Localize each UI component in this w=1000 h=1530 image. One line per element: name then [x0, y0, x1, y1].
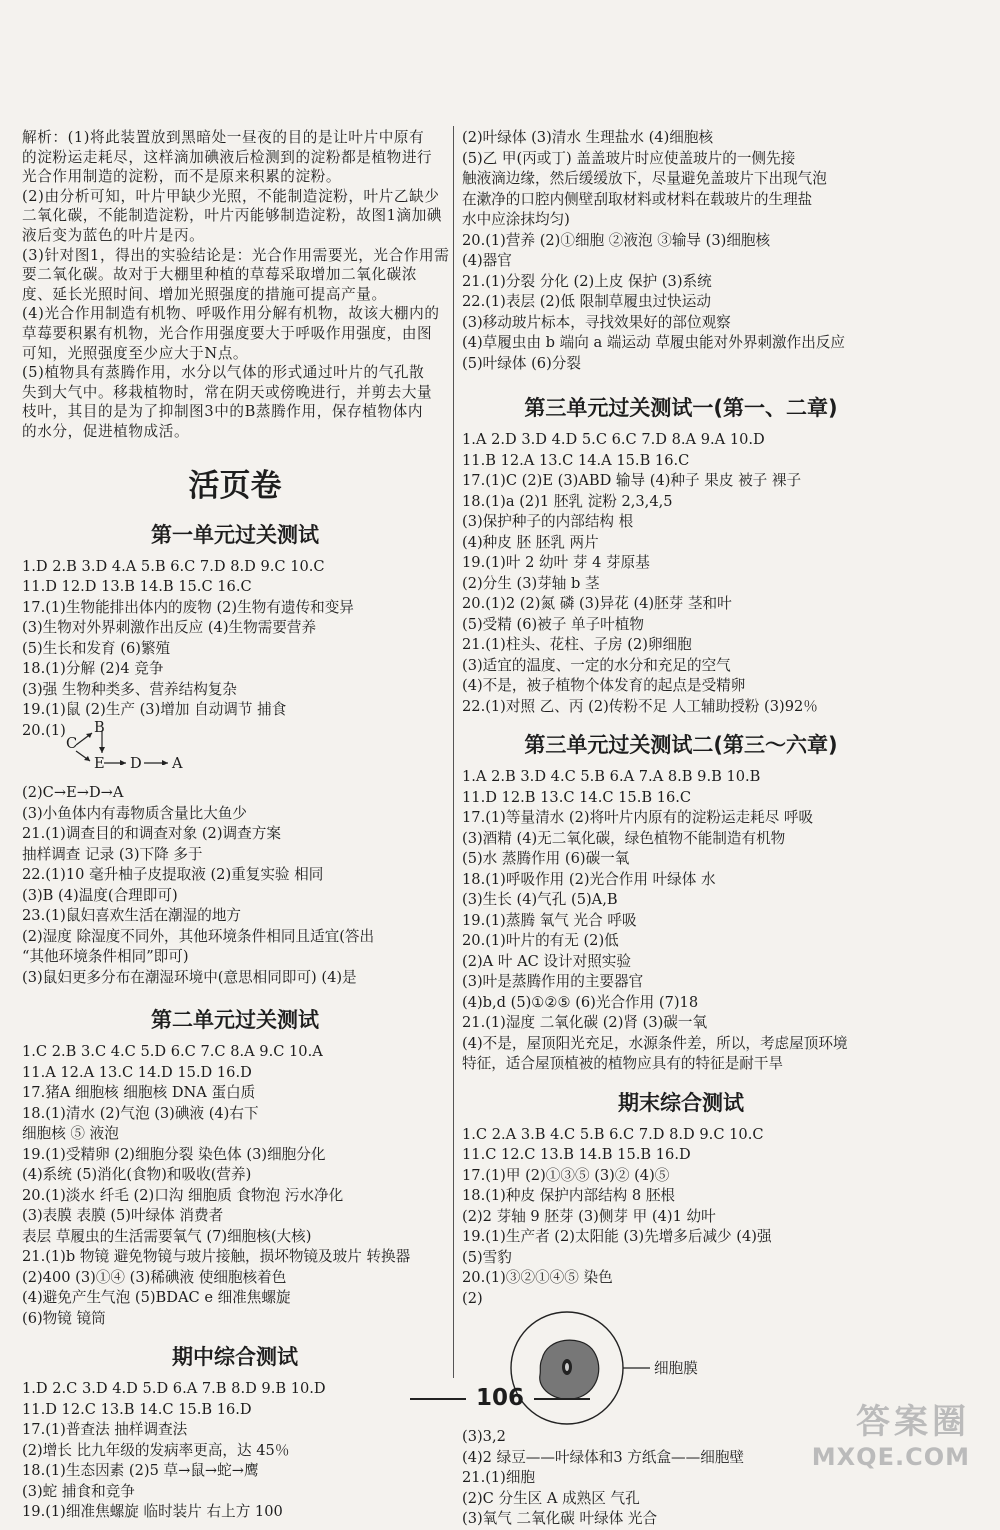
text-line: (4)光合作用制造有机物、呼吸作用分解有机物，故该大棚内的 [22, 305, 440, 323]
text-line: 20.(1)淡水 纤毛 (2)口沟 细胞质 食物泡 污水净化 [22, 1186, 344, 1204]
text-line: 度、延长光照时间、增加光照强度的措施可提高产量。 [22, 285, 387, 303]
text-line: (2)由分析可知，叶片甲缺少光照，不能制造淀粉，叶片乙缺少 [22, 187, 440, 205]
text-line: (4)不是，被子植物个体发育的起点是受精卵 [462, 677, 746, 694]
text-line: (5)生长和发育 (6)繁殖 [22, 639, 171, 657]
midterm-title: 期中综合测试 [172, 1345, 298, 1369]
text-line: (2)分生 (3)芽轴 b 茎 [462, 574, 600, 592]
text-line: 17.(1)甲 (2)①③⑤ (3)② (4)⑤ [462, 1166, 670, 1184]
text-line: (4)2 绿豆——叶绿体和3 方纸盒——细胞壁 [462, 1448, 745, 1466]
text-line: (5)受精 (6)被子 单子叶植物 [462, 615, 644, 633]
text-line: 17.(1)生物能排出体内的废物 (2)生物有遗传和变异 [22, 598, 354, 616]
text-line: 17.(1)普查法 抽样调查法 [22, 1421, 188, 1438]
watermark-en: MXQE.COM [811, 1443, 970, 1471]
node-e: E [94, 755, 105, 772]
text-line: (3)针对图1，得出的实验结论是：光合作用需要光，光合作用需 [22, 246, 450, 264]
text-line: 19.(1)细准焦螺旋 临时装片 右上方 100 [22, 1503, 283, 1520]
text-line: 20.(1)营养 (2)①细胞 ②液泡 ③输导 (3)细胞核 [462, 231, 771, 249]
text-line: (2)400 (3)①④ (3)稀碘液 使细胞核着色 [22, 1268, 287, 1286]
page-number: 106 [475, 1385, 524, 1411]
text-line: 抽样调查 记录 (3)下降 多于 [22, 845, 203, 863]
text-line: (3)适宜的温度、一定的水分和充足的空气 [462, 656, 731, 674]
text-line: 21.(1)柱头、花柱、子房 (2)卵细胞 [462, 636, 692, 653]
final-title: 期末综合测试 [618, 1090, 744, 1115]
text-line: (5)乙 甲(丙或丁) 盖盖玻片时应使盖玻片的一侧先接 [462, 149, 796, 167]
text-line: 可知，光照强度至少应大于N点。 [22, 344, 249, 362]
unit3a-answers [462, 430, 900, 717]
unit3b-answers [462, 767, 900, 1075]
text-line: 21.(1)调查目的和调查对象 (2)调查方案 [22, 825, 281, 842]
cell-membrane-label: 细胞膜 [654, 1360, 698, 1377]
text-line: (5)雪豹 [462, 1248, 512, 1266]
text-line: 的淀粉运走耗尽，这样滴加碘液后检测到的淀粉都是植物进行 [22, 148, 433, 166]
text-line: 20.(1) [22, 721, 66, 739]
text-line: “其他环境条件相同”即可) [22, 948, 189, 965]
text-line: 要二氧化碳。故对于大棚里种植的草莓采取增加二氧化碳浓 [22, 266, 418, 284]
text-line: 光合作用制造的淀粉，而不是原来积累的淀粉。 [22, 168, 342, 186]
text-line: 18.(1)生态因素 (2)5 草→鼠→蛇→鹰 [22, 1462, 259, 1479]
main-title: 活页卷 [188, 467, 282, 504]
column-divider [453, 126, 454, 1378]
unit2-answers [22, 1042, 448, 1329]
node-a: A [172, 755, 183, 772]
right-column [462, 128, 900, 1530]
unit2-title: 第二单元过关测试 [151, 1008, 319, 1032]
text-line: (2)叶绿体 (3)清水 生理盐水 (4)细胞核 [462, 129, 714, 146]
text-line: (3)蛇 捕食和竞争 [22, 1482, 135, 1500]
text-line: 11.D 12.C 13.B 14.C 15.B 16.D [22, 1400, 252, 1418]
text-line: (4)b,d (5)①②⑤ (6)光合作用 (7)18 [462, 993, 699, 1011]
continued-answers [462, 128, 900, 374]
text-line: 22.(1)表层 (2)低 限制草履虫过快运动 [462, 293, 711, 310]
text-line: (5)水 蒸腾作用 (6)碳一氧 [462, 850, 630, 867]
text-line: 表层 草履虫的生活需要氧气 (7)细胞核(大核) [22, 1227, 312, 1245]
text-line: (4)草履虫由 b 端向 a 端运动 草履虫能对外界刺激作出反应 [462, 334, 845, 351]
text-line: 19.(1)生产者 (2)太阳能 (3)先增多后减少 (4)强 [462, 1228, 772, 1245]
watermark [811, 1402, 970, 1471]
text-line: (2)A 叶 AC 设计对照实验 [462, 952, 631, 970]
text-line: 23.(1)鼠妇喜欢生活在潮湿的地方 [22, 907, 242, 924]
text-line: 21.(1)细胞 [462, 1469, 536, 1486]
text-line: (3)酒精 (4)无二氧化碳，绿色植物不能制造有机物 [462, 829, 786, 847]
text-line: 触液滴边缘，然后缓缓放下，尽量避免盖玻片下出现气泡 [462, 170, 827, 187]
text-line: 11.C 12.C 13.B 14.B 15.B 16.D [462, 1146, 691, 1163]
text-line: (2) [462, 1289, 483, 1307]
text-line: 1.A 2.B 3.D 4.C 5.B 6.A 7.A 8.B 9.B 10.B [462, 768, 761, 785]
node-b: B [94, 719, 105, 736]
text-line: (4)不是，屋顶阳光充足，水源条件差，所以，考虑屋顶环境 [462, 1034, 848, 1052]
text-line: (3)鼠妇更多分布在潮湿环境中(意思相同即可) (4)是 [22, 968, 357, 986]
text-line: (5)植物具有蒸腾作用，水分以气体的形式通过叶片的气孔散 [22, 364, 425, 382]
text-line: 20.(1)③②①④⑤ 染色 [462, 1269, 613, 1286]
text-line: 的水分，促进植物成活。 [22, 422, 190, 440]
text-line: (5)叶绿体 (6)分裂 [462, 354, 581, 372]
text-line: 22.(1)对照 乙、丙 (2)传粉不足 人工辅助授粉 (3)92％ [462, 697, 818, 715]
text-line: 20.(1)2 (2)氮 磷 (3)异花 (4)胚芽 茎和叶 [462, 595, 732, 612]
text-line: 19.(1)鼠 (2)生产 (3)增加 自动调节 捕食 [22, 701, 287, 718]
text-line: 19.(1)叶 2 幼叶 芽 4 芽原基 [462, 554, 650, 571]
text-line: (4)避免产生气泡 (5)BDAC e 细准焦螺旋 [22, 1289, 291, 1306]
text-line: (3)保护种子的内部结构 根 [462, 513, 634, 530]
text-line: 18.(1)呼吸作用 (2)光合作用 叶绿体 水 [462, 870, 716, 888]
text-line: (3)氧气 二氧化碳 叶绿体 光合 [462, 1510, 658, 1527]
text-line: (3)移动玻片标本，寻找效果好的部位观察 [462, 313, 731, 331]
text-line: (2)湿度 除湿度不同外，其他环境条件相同且适宜(答出 [22, 927, 375, 945]
unit1-title: 第一单元过关测试 [151, 522, 319, 547]
text-line: (3)生物对外界刺激作出反应 (4)生物需要营养 [22, 619, 317, 636]
text-line: 在漱净的口腔内侧壁刮取材料或材料在载玻片的生理盐 [462, 190, 813, 208]
text-line: 失到大气中。移栽植物时，常在阴天或傍晚进行，并剪去大量 [22, 383, 433, 401]
text-line: (6)物镜 镜筒 [22, 1309, 106, 1327]
text-line: (3)3,2 [462, 1428, 506, 1445]
text-line: 二氧化碳，不能制造淀粉，叶片丙能够制造淀粉，故图1滴加碘 [22, 207, 443, 225]
text-line: (2)C→E→D→A [22, 784, 124, 801]
unit1-answers-cont [22, 783, 448, 988]
text-line: 水中应涂抹均匀) [462, 211, 570, 228]
text-line: 18.(1)种皮 保护内部结构 8 胚根 [462, 1187, 676, 1204]
text-line: 1.D 2.C 3.D 4.D 5.D 6.A 7.B 8.D 9.B 10.D [22, 1380, 326, 1397]
watermark-cn: 答案圈 [856, 1402, 970, 1442]
text-line: 21.(1)b 物镜 避免物镜与玻片接触，损坏物镜及玻片 转换器 [22, 1248, 411, 1265]
text-line: 11.B 12.A 13.C 14.A 15.B 16.C [462, 451, 690, 469]
text-line: (3)B (4)温度(合理即可) [22, 886, 178, 904]
text-line: 1.D 2.B 3.D 4.A 5.B 6.C 7.D 8.D 9.C 10.C [22, 557, 325, 575]
text-line: (4)器官 [462, 252, 512, 269]
text-line: 1.C 2.A 3.B 4.C 5.B 6.C 7.D 8.D 9.C 10.C [462, 1125, 764, 1143]
text-line: (2)2 芽轴 9 胚芽 (3)侧芽 甲 (4)1 幼叶 [462, 1207, 716, 1225]
text-line: 21.(1)湿度 二氧化碳 (2)肾 (3)碳一氧 [462, 1014, 708, 1031]
text-line: (4)系统 (5)消化(食物)和吸收(营养) [22, 1166, 252, 1183]
unit3b-title: 第三单元过关测试二(第三～六章) [524, 733, 838, 757]
text-line: (3)生长 (4)气孔 (5)A,B [462, 891, 618, 908]
explanation-block [22, 128, 448, 442]
text-line: 液后变为蓝色的叶片是丙。 [22, 226, 205, 244]
footer-rule-left [410, 1398, 466, 1400]
node-c: C [66, 735, 78, 752]
text-line: 22.(1)10 毫升柚子皮提取液 (2)重复实验 相同 [22, 866, 324, 883]
text-line: 11.D 12.D 13.B 14.B 15.C 16.C [22, 578, 252, 595]
node-d: D [130, 755, 142, 772]
text-line: 18.(1)分解 (2)4 竞争 [22, 660, 164, 677]
final-answers [462, 1125, 900, 1310]
text-line: 17.(1)C (2)E (3)ABD 输导 (4)种子 果皮 被子 裸子 [462, 472, 802, 489]
text-line: 1.C 2.B 3.C 4.C 5.D 6.C 7.C 8.A 9.C 10.A [22, 1043, 323, 1060]
text-line: 解析：(1)将此装置放到黑暗处一昼夜的目的是让叶片中原有 [22, 129, 425, 146]
footer-rule-right [534, 1398, 590, 1400]
text-line: 21.(1)分裂 分化 (2)上皮 保护 (3)系统 [462, 272, 712, 290]
text-line: (3)叶是蒸腾作用的主要器官 [462, 973, 644, 990]
unit3a-title: 第三单元过关测试一(第一、二章) [524, 396, 838, 420]
text-line: 11.D 12.B 13.C 14.C 15.B 16.C [462, 788, 692, 806]
text-line: 草莓要积累有机物，光合作用强度要大于呼吸作用强度，由图 [22, 324, 433, 342]
text-line: (3)强 生物种类多、营养结构复杂 [22, 680, 238, 698]
text-line: (2)增长 比九年级的发病率更高，达 45％ [22, 1441, 290, 1459]
text-line: 枝叶，其目的是为了抑制图3中的B蒸腾作用，保存植物体内 [22, 403, 424, 421]
unit1-answers [22, 557, 448, 742]
text-line: 18.(1)清水 (2)气泡 (3)碘液 (4)右下 [22, 1104, 259, 1122]
text-line: (3)小鱼体内有毒物质含量比大鱼少 [22, 804, 247, 822]
text-line: 19.(1)蒸腾 氧气 光合 呼吸 [462, 911, 637, 929]
text-line: 17.(1)等量清水 (2)将叶片内原有的淀粉运走耗尽 呼吸 [462, 809, 814, 826]
text-line: 11.A 12.A 13.C 14.D 15.D 16.D [22, 1063, 252, 1081]
text-line: 18.(1)a (2)1 胚乳 淀粉 2,3,4,5 [462, 492, 673, 510]
text-line: 17.猪A 细胞核 细胞核 DNA 蛋白质 [22, 1084, 256, 1101]
text-line: 19.(1)受精卵 (2)细胞分裂 染色体 (3)细胞分化 [22, 1145, 326, 1163]
text-line: 1.A 2.D 3.D 4.D 5.C 6.C 7.D 8.A 9.A 10.D [462, 431, 765, 448]
text-line: (4)种皮 胚 胚乳 两片 [462, 533, 599, 551]
left-column [22, 128, 448, 1523]
text-line: (3)表膜 表膜 (5)叶绿体 消费者 [22, 1207, 224, 1224]
text-line: (2)C 分生区 A 成熟区 气孔 [462, 1489, 640, 1507]
text-line: 特征，适合屋顶植被的植物应具有的特征是耐干旱 [462, 1055, 784, 1072]
text-line: 细胞核 ⑤ 液泡 [22, 1125, 119, 1142]
text-line: 20.(1)叶片的有无 (2)低 [462, 932, 619, 949]
